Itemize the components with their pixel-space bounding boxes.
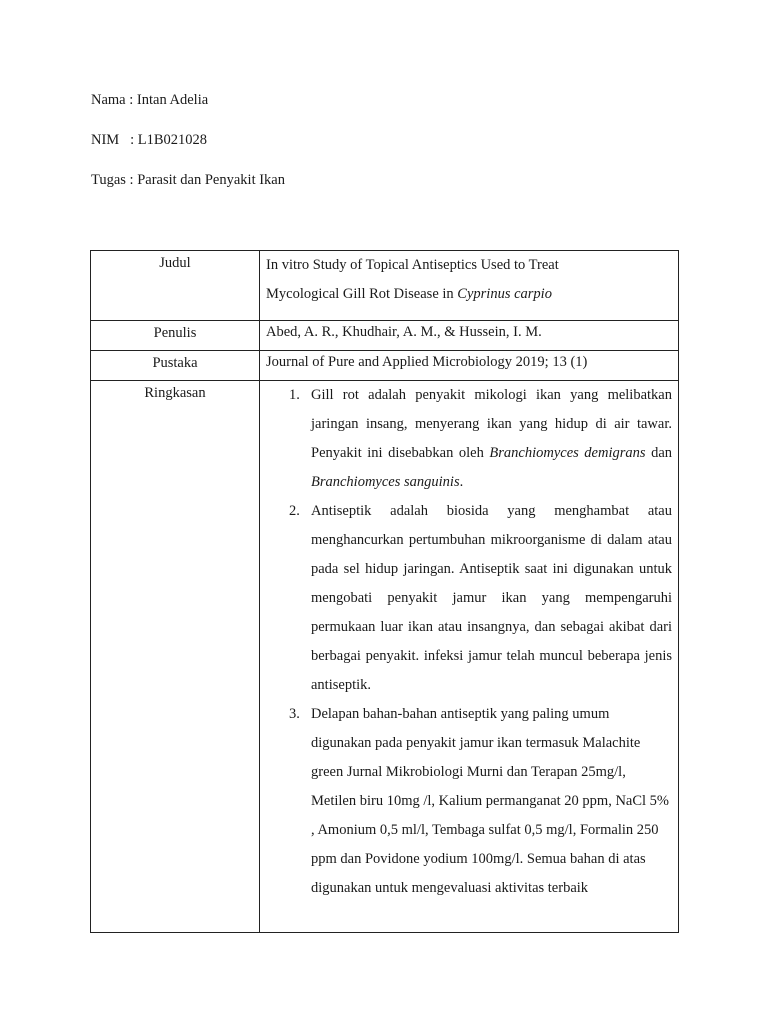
point-text-end: . bbox=[459, 474, 464, 490]
judul-value-line2 bbox=[266, 280, 672, 309]
pustaka-label: Pustaka bbox=[152, 355, 198, 371]
judul-value-line1: In vitro Study of Topical Antiseptics Used to Treat bbox=[266, 257, 559, 273]
value-cell-judul bbox=[260, 251, 679, 321]
summary-point bbox=[289, 700, 672, 903]
assignment-title: Tugas : Parasit dan Penyakit Ikan bbox=[91, 172, 285, 188]
point-number: 3. bbox=[289, 706, 300, 722]
judul-species-name: Cyprinus carpio bbox=[457, 286, 552, 302]
label-cell-judul bbox=[91, 251, 260, 321]
point-number: 2. bbox=[289, 503, 300, 519]
label-cell-pustaka bbox=[91, 351, 260, 381]
student-name: Nama : Intan Adelia bbox=[91, 92, 209, 108]
summary-point-list bbox=[266, 381, 672, 903]
summary-point bbox=[289, 497, 672, 700]
value-cell-ringkasan bbox=[260, 381, 679, 933]
penulis-label: Penulis bbox=[153, 325, 197, 341]
point-text: Delapan bahan-bahan antiseptik yang paling umum digunakan pada penyakit jamur ikan termasuk Malachite green Jurnal Mikrobiologi Murni dan Terapan 25mg/l, Metilen biru 10mg /l, Kalium permanganat 20 ppm, NaCl 5% , Amonium 0,5 ml/l, Tembaga sulfat 0,5 mg/l, Formalin 250 ppm dan Povidone yodium 100mg/l. Semua bahan di atas digunakan untuk mengevaluasi aktivitas terbaik bbox=[311, 706, 670, 896]
judul-value-prefix: Mycological Gill Rot Disease in bbox=[266, 286, 458, 302]
table-row-ringkasan bbox=[91, 381, 679, 933]
table-row-judul bbox=[91, 251, 679, 321]
species-name: Branchiomyces demigrans bbox=[489, 445, 646, 461]
point-number: 1. bbox=[289, 387, 300, 403]
point-text-mid: dan bbox=[645, 445, 673, 461]
table-row-penulis bbox=[91, 321, 679, 351]
point-text: Antiseptik adalah biosida yang menghambat atau menghancurkan pertumbuhan mikroorganisme di dalam atau pada sel hidup jaringan. Antiseptik saat ini digunakan untuk mengobati penyakit jamur ikan yang mempengaruhi permukaan luar ikan atau insangnya, dan sebagai akibat dari berbagai penyakit. infeksi jamur telah muncul beberapa jenis antiseptik. bbox=[311, 503, 672, 693]
species-name: Branchiomyces sanguinis bbox=[311, 474, 460, 490]
label-cell-ringkasan bbox=[91, 381, 260, 933]
ringkasan-label: Ringkasan bbox=[144, 385, 206, 401]
summary-point bbox=[289, 381, 673, 497]
pustaka-value: Journal of Pure and Applied Microbiology 2019; 13 (1) bbox=[260, 351, 679, 381]
journal-summary-table bbox=[90, 250, 679, 933]
student-id: NIM : L1B021028 bbox=[91, 132, 207, 148]
point-text: Gill rot adalah penyakit mikologi ikan yang melibatkan jaringan insang, menyerang ikan yang hidup di air tawar. Penyakit ini disebabkan oleh bbox=[311, 387, 672, 461]
penulis-value: Abed, A. R., Khudhair, A. M., & Hussein, I. M. bbox=[260, 321, 679, 351]
table-row-pustaka bbox=[91, 351, 679, 381]
label-cell-penulis bbox=[91, 321, 260, 351]
judul-label: Judul bbox=[159, 255, 191, 271]
